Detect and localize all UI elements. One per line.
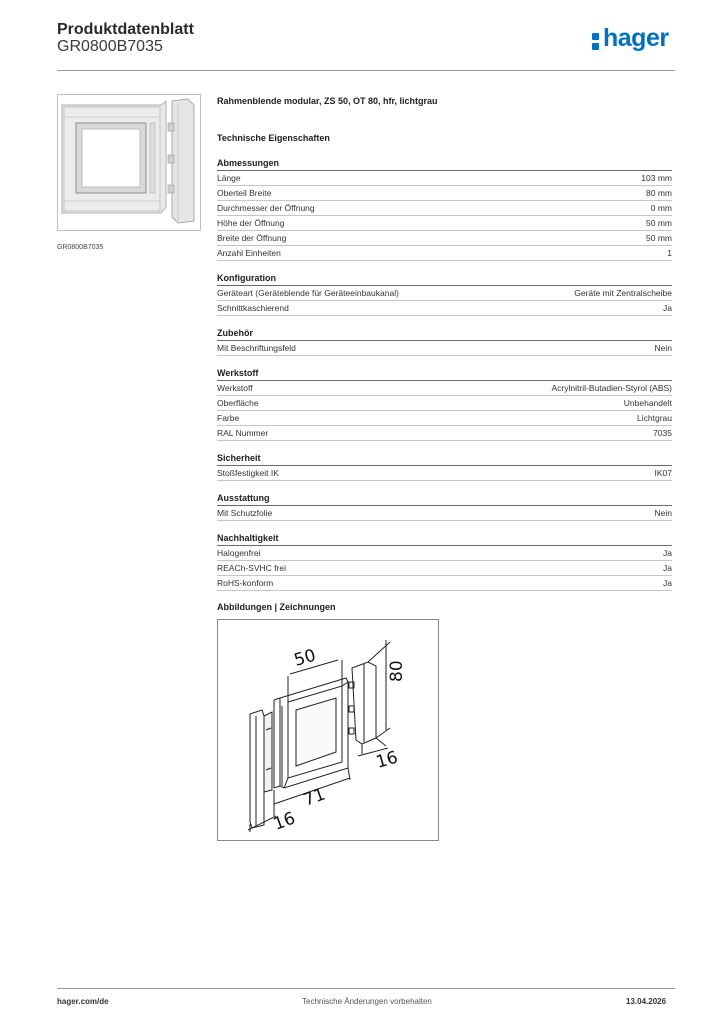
footer-disclaimer: Technische Änderungen vorbehalten — [302, 997, 432, 1006]
dim-label-16-right: 16 — [373, 747, 401, 773]
property-label: RoHS-konform — [217, 578, 274, 588]
section-title: Werkstoff — [217, 367, 672, 381]
section-title: Zubehör — [217, 327, 672, 341]
property-label: Mit Schutzfolie — [217, 508, 273, 518]
property-value: Unbehandelt — [623, 398, 672, 408]
property-row — [217, 396, 672, 411]
property-label: Werkstoff — [217, 383, 253, 393]
property-label: Höhe der Öffnung — [217, 218, 285, 228]
property-value: Nein — [654, 343, 672, 353]
dim-label-80: 80 — [387, 660, 407, 682]
property-row — [217, 381, 672, 396]
property-row — [217, 286, 672, 301]
page-title: Produktdatenblatt — [57, 21, 194, 38]
property-label: Durchmesser der Öffnung — [217, 203, 315, 213]
property-row — [217, 466, 672, 481]
property-value: Ja — [663, 303, 672, 313]
section-abmessungen — [217, 157, 672, 261]
property-row — [217, 186, 672, 201]
section-title: Abmessungen — [217, 157, 672, 171]
property-label: Oberteil Breite — [217, 188, 272, 198]
property-label: Breite der Öffnung — [217, 233, 287, 243]
property-value: Nein — [654, 508, 672, 518]
property-row — [217, 576, 672, 591]
property-row — [217, 246, 672, 261]
property-value: 0 mm — [650, 203, 672, 213]
properties-panel — [217, 96, 672, 614]
dim-label-16-left: 16 — [270, 808, 299, 835]
property-row — [217, 561, 672, 576]
dim-label-71: 71 — [300, 784, 329, 811]
property-value: Ja — [663, 548, 672, 558]
property-label: Mit Beschriftungsfeld — [217, 343, 296, 353]
section-nachhaltigkeit — [217, 532, 672, 591]
property-row — [217, 341, 672, 356]
property-sections — [217, 157, 672, 591]
section-ausstattung — [217, 492, 672, 521]
property-row — [217, 546, 672, 561]
property-value: Geräte mit Zentralscheibe — [574, 288, 672, 298]
property-row — [217, 506, 672, 521]
logo-dot-icon — [592, 43, 599, 50]
footer-divider — [57, 988, 675, 989]
section-sicherheit — [217, 452, 672, 481]
property-value: 50 mm — [646, 218, 672, 228]
property-value: 1 — [667, 248, 672, 258]
footer-date: 13.04.2026 — [626, 997, 667, 1006]
tech-properties-heading: Technische Eigenschaften — [217, 133, 330, 143]
product-thumbnail — [57, 94, 201, 231]
property-value: Lichtgrau — [637, 413, 672, 423]
property-label: Halogenfrei — [217, 548, 261, 558]
section-title: Nachhaltigkeit — [217, 532, 672, 546]
property-row — [217, 426, 672, 441]
property-row — [217, 301, 672, 316]
product-code: GR0800B7035 — [57, 38, 163, 55]
property-value: Ja — [663, 563, 672, 573]
section-title: Ausstattung — [217, 492, 672, 506]
property-row — [217, 201, 672, 216]
property-label: Anzahl Einheiten — [217, 248, 281, 258]
property-label: Farbe — [217, 413, 240, 423]
property-value: 50 mm — [646, 233, 672, 243]
property-row — [217, 171, 672, 186]
property-value: Ja — [663, 578, 672, 588]
section-title: Konfiguration — [217, 272, 672, 286]
property-label: Schnittkaschierend — [217, 303, 289, 313]
property-value: Acrylnitril-Butadien-Styrol (ABS) — [551, 383, 672, 393]
header-divider — [57, 70, 675, 71]
section-werkstoff — [217, 367, 672, 441]
property-row — [217, 216, 672, 231]
logo-text: hager — [603, 24, 669, 52]
dim-label-50: 50 — [291, 645, 319, 671]
section-title: Sicherheit — [217, 452, 672, 466]
property-label: REACh-SVHC frei — [217, 563, 286, 573]
property-value: IK07 — [654, 468, 672, 478]
product-description: Rahmenblende modular, ZS 50, OT 80, hfr, lichtgrau — [217, 96, 438, 106]
property-label: RAL Nummer — [217, 428, 269, 438]
dimension-drawing — [218, 620, 438, 840]
logo-dot-icon — [592, 33, 599, 40]
property-value: 7035 — [653, 428, 672, 438]
thumbnail-caption: GR0800B7035 — [57, 244, 104, 251]
property-label: Stoßfestigkeit IK — [217, 468, 279, 478]
technical-drawing — [217, 619, 439, 841]
property-value: 103 mm — [641, 173, 672, 183]
section-konfiguration — [217, 272, 672, 316]
property-label: Länge — [217, 173, 241, 183]
property-row — [217, 231, 672, 246]
property-label: Geräteart (Geräteblende für Geräteeinbaukanal) — [217, 288, 399, 298]
section-zubeh-r — [217, 327, 672, 356]
property-row — [217, 411, 672, 426]
footer-website[interactable]: hager.com/de — [57, 997, 109, 1006]
property-value: 80 mm — [646, 188, 672, 198]
property-label: Oberfläche — [217, 398, 259, 408]
drawings-heading: Abbildungen | Zeichnungen — [217, 602, 336, 612]
hager-logo — [592, 26, 674, 56]
frame-product-image — [58, 95, 200, 230]
